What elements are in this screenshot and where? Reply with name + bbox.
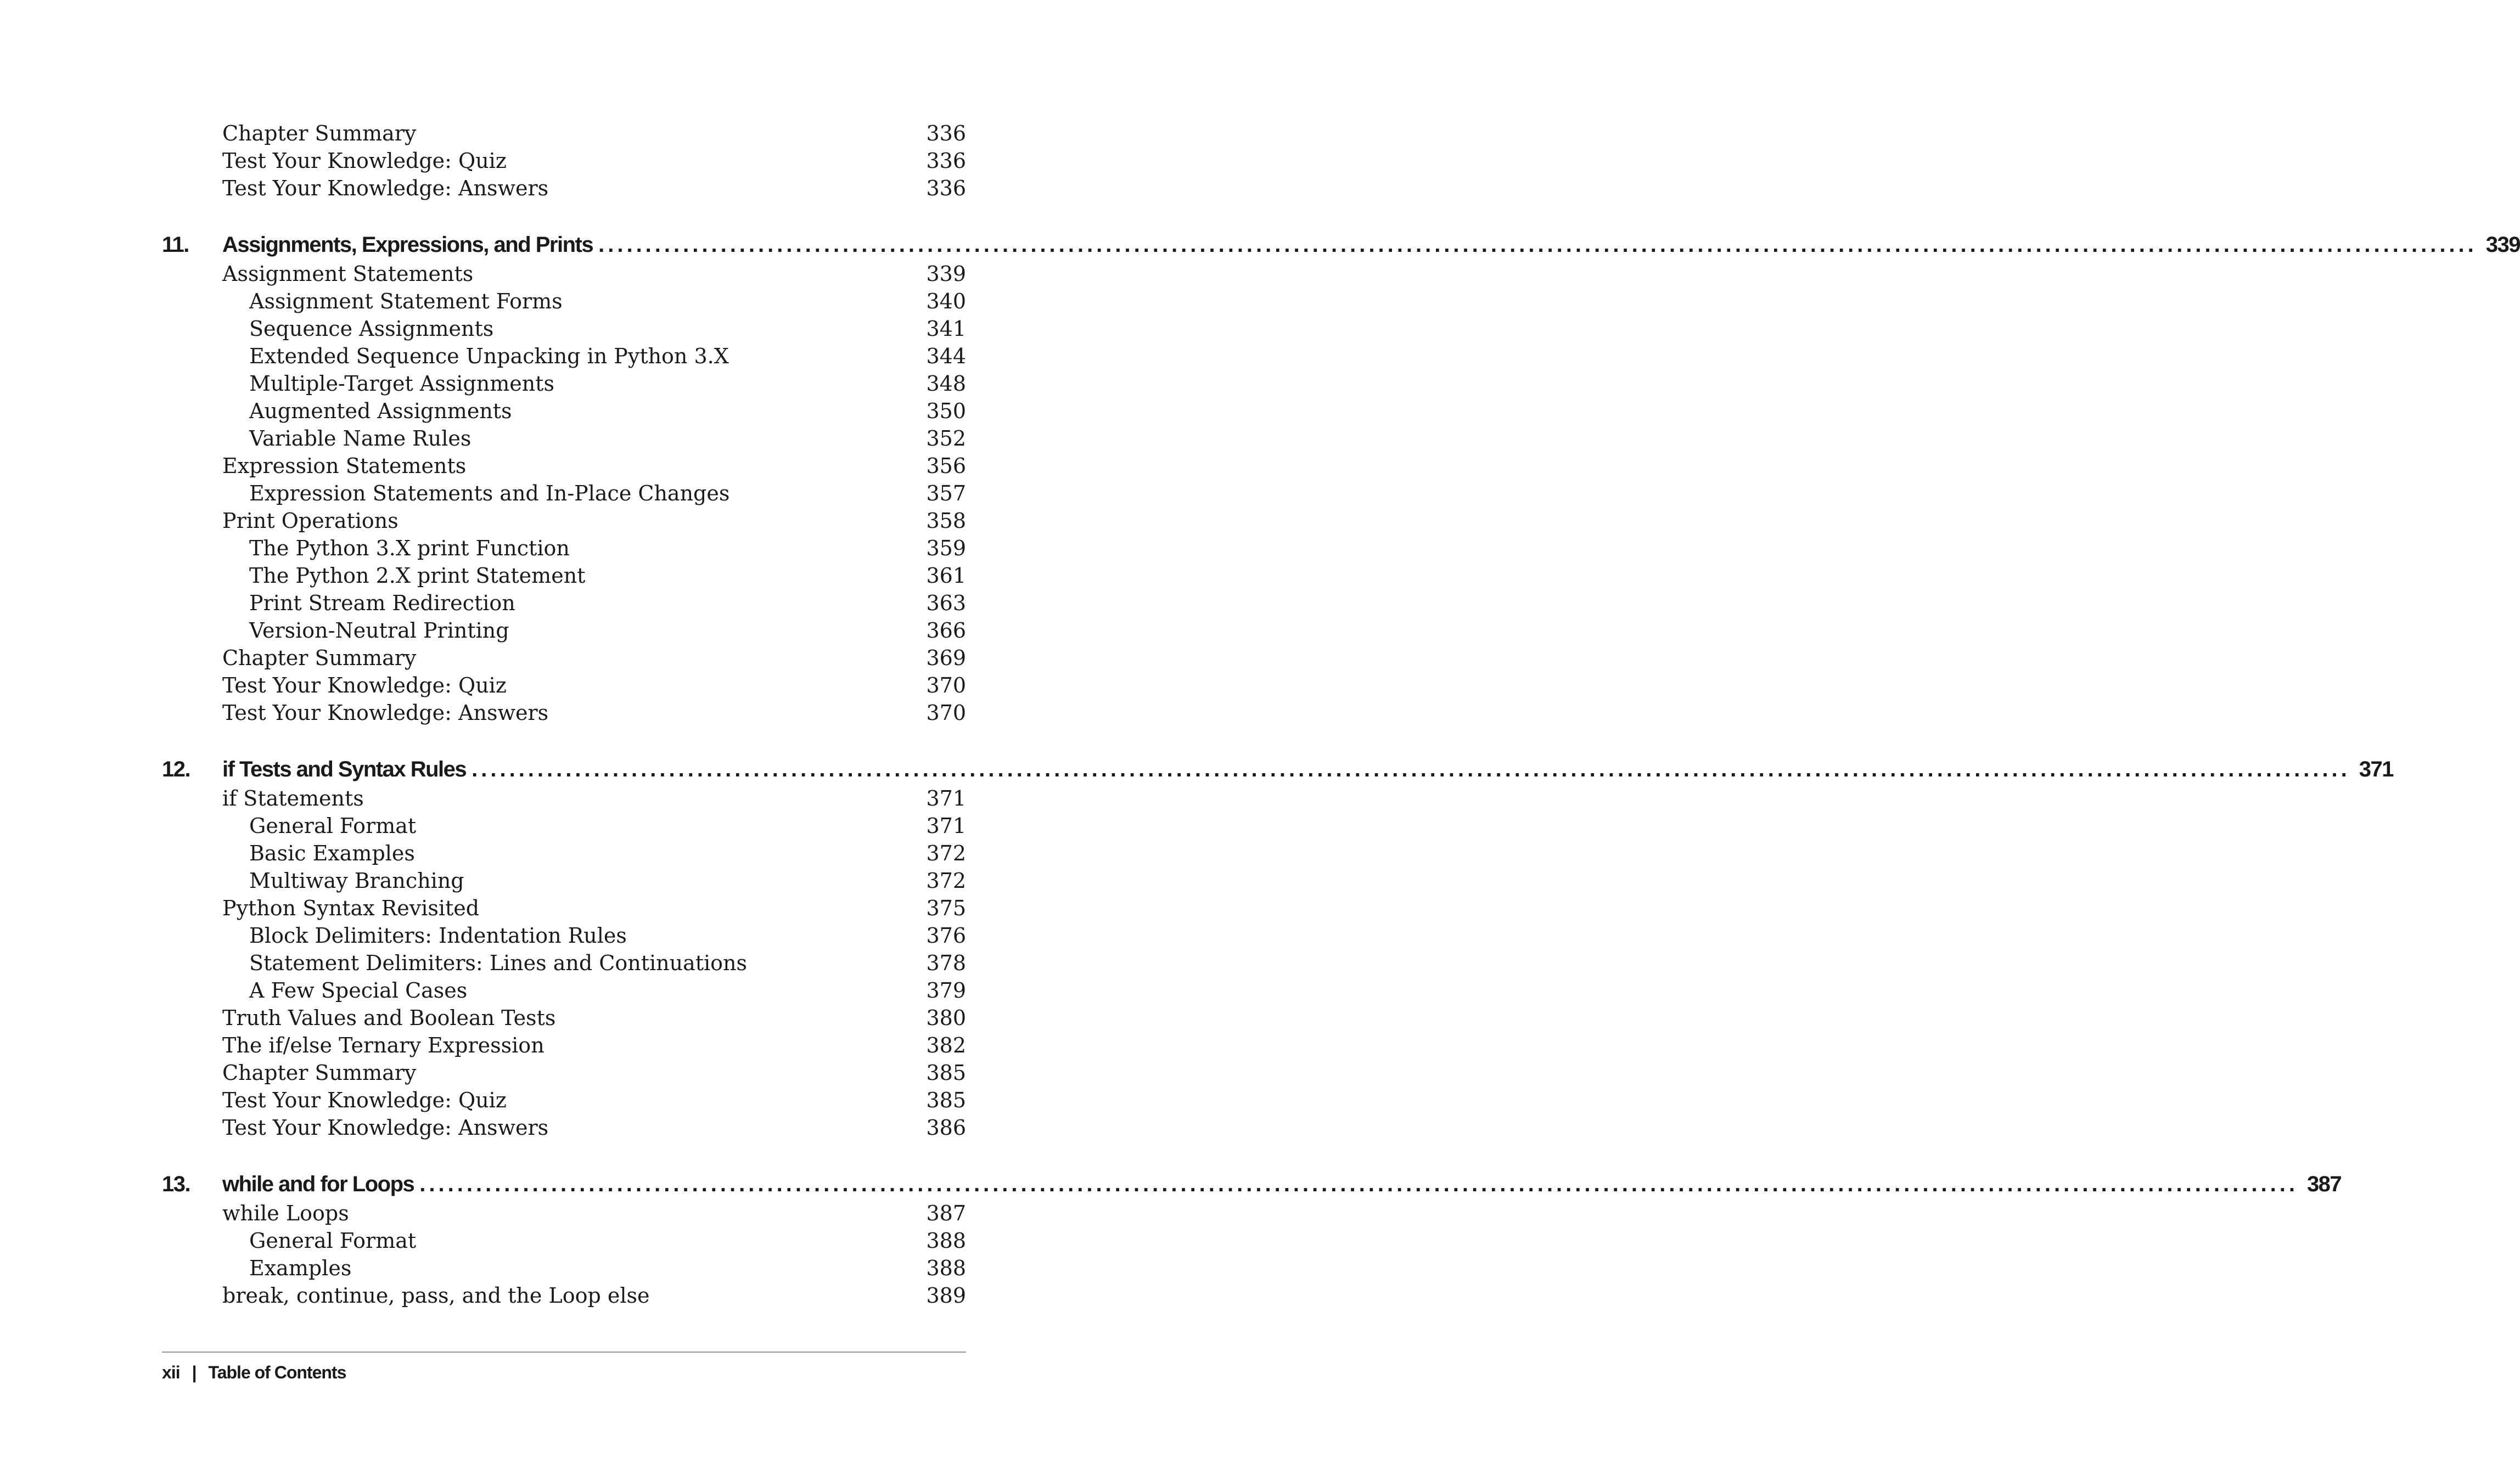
toc-entry-page: 376 — [926, 924, 966, 948]
chapter-heading-row — [222, 754, 2394, 785]
dot-leader: ........................................................................................................................................................................................................ — [598, 233, 2477, 257]
toc-entry-page: 336 — [926, 149, 966, 173]
toc-entry[interactable] — [162, 260, 966, 288]
toc-entry-title: General Format — [249, 1229, 417, 1253]
toc-entry-page: 363 — [926, 591, 966, 615]
toc-entry-page: 389 — [926, 1283, 966, 1308]
toc-entry[interactable] — [162, 562, 966, 589]
toc-entry[interactable] — [162, 922, 966, 949]
toc-entry-page: 385 — [926, 1061, 966, 1085]
toc-entry-page: 387 — [926, 1201, 966, 1225]
toc-entry-page: 380 — [926, 1006, 966, 1030]
toc-entry[interactable] — [162, 342, 966, 370]
toc-entry[interactable] — [162, 534, 966, 562]
toc-entry-page: 350 — [926, 399, 966, 423]
toc-entry-title: Chapter Summary — [222, 121, 417, 145]
toc-entry[interactable] — [162, 1032, 966, 1059]
toc-entry-title: Test Your Knowledge: Quiz — [222, 673, 507, 697]
toc-entry-title: Test Your Knowledge: Quiz — [222, 1088, 507, 1112]
toc-entry-page: 359 — [926, 536, 966, 560]
toc-entry-title: Sequence Assignments — [249, 317, 494, 341]
toc-entry[interactable] — [162, 867, 966, 894]
toc-entry-page: 336 — [926, 176, 966, 200]
toc-entry-title: Test Your Knowledge: Answers — [222, 1116, 549, 1140]
toc-entry[interactable] — [162, 315, 966, 342]
toc-entry-title: Chapter Summary — [222, 1061, 417, 1085]
chapter-title: while and for Loops — [222, 1172, 414, 1196]
toc-entry-title: Augmented Assignments — [249, 399, 512, 423]
toc-entry[interactable] — [162, 1114, 966, 1141]
chapter-number: 12. — [162, 757, 190, 781]
toc-entry-page: 388 — [926, 1229, 966, 1253]
toc-entry[interactable] — [162, 1227, 966, 1254]
toc-entry-page: 371 — [926, 814, 966, 838]
table-of-contents — [162, 120, 2520, 1309]
toc-entry-page: 372 — [926, 869, 966, 893]
toc-entry[interactable] — [162, 1086, 966, 1114]
chapter-number: 11. — [162, 233, 189, 257]
toc-entry[interactable] — [162, 644, 966, 672]
toc-entry-title: while Loops — [222, 1201, 349, 1225]
footer-section-title: Table of Contents — [208, 1363, 346, 1382]
toc-entry[interactable] — [162, 174, 966, 202]
chapter-page: 387 — [2306, 1172, 2342, 1196]
toc-entry-page: 336 — [926, 121, 966, 145]
toc-entry-title: Test Your Knowledge: Answers — [222, 176, 549, 200]
chapter-heading-row — [222, 1169, 2342, 1200]
toc-entry-title: Assignment Statement Forms — [249, 289, 563, 313]
toc-entry[interactable] — [162, 1004, 966, 1032]
toc-entry-page: 344 — [926, 344, 966, 368]
toc-entry-page: 372 — [926, 841, 966, 865]
toc-entry[interactable] — [162, 949, 966, 977]
toc-entry-page: 371 — [926, 786, 966, 810]
toc-entry-page: 340 — [926, 289, 966, 313]
toc-entry[interactable] — [162, 812, 966, 840]
toc-entry[interactable] — [162, 288, 966, 315]
prelude-entries — [162, 120, 966, 202]
toc-entry-page: 356 — [926, 454, 966, 478]
toc-entry-page: 382 — [926, 1033, 966, 1057]
toc-entry[interactable] — [162, 1059, 966, 1086]
toc-entry[interactable] — [162, 617, 966, 644]
toc-entry[interactable] — [162, 507, 966, 534]
toc-entry[interactable] — [162, 977, 966, 1004]
toc-entry-page: 366 — [926, 618, 966, 643]
toc-entry-title: The if/else Ternary Expression — [222, 1033, 545, 1057]
dot-leader: ........................................................................................................................................................................................................ — [419, 1172, 2298, 1196]
chapter-heading-row — [222, 229, 2520, 260]
toc-entry[interactable] — [162, 370, 966, 397]
chapter-heading[interactable] — [162, 1169, 2342, 1200]
toc-entry-page: 379 — [926, 978, 966, 1003]
toc-entry-page: 378 — [926, 951, 966, 975]
toc-entry-page: 370 — [926, 673, 966, 697]
chapter-page: 371 — [2359, 757, 2394, 781]
toc-entry-title: Multiple-Target Assignments — [249, 371, 554, 396]
toc-entry-title: General Format — [249, 814, 417, 838]
toc-entry-page: 358 — [926, 509, 966, 533]
toc-entry-title: Truth Values and Boolean Tests — [222, 1006, 556, 1030]
toc-entry-page: 388 — [926, 1256, 966, 1280]
toc-entry-title: break, continue, pass, and the Loop else — [222, 1283, 650, 1308]
toc-entry-page: 375 — [926, 896, 966, 920]
toc-entry-page: 339 — [926, 262, 966, 286]
footer-rule — [162, 1352, 966, 1353]
toc-entry[interactable] — [162, 699, 966, 727]
chapter-section — [162, 754, 2394, 1141]
toc-entry[interactable] — [162, 589, 966, 617]
toc-entry-title: A Few Special Cases — [249, 978, 468, 1003]
toc-entry[interactable] — [162, 840, 966, 867]
toc-entry-page: 386 — [926, 1116, 966, 1140]
chapter-page: 339 — [2485, 233, 2520, 257]
toc-entry-page: 370 — [926, 701, 966, 725]
toc-entry-page: 352 — [926, 426, 966, 451]
toc-entry[interactable] — [162, 452, 966, 480]
chapter-list — [162, 229, 2520, 1309]
toc-entry[interactable] — [162, 1200, 966, 1227]
toc-entry-title: Multiway Branching — [249, 869, 464, 893]
toc-entry-title: Chapter Summary — [222, 646, 417, 670]
toc-entry[interactable] — [162, 480, 966, 507]
toc-entry[interactable] — [162, 1254, 966, 1282]
toc-entry-title: Expression Statements — [222, 454, 467, 478]
chapter-section — [162, 229, 2520, 727]
toc-entry[interactable] — [162, 397, 966, 425]
toc-entry-page: 341 — [926, 317, 966, 341]
toc-entry[interactable] — [162, 785, 966, 812]
toc-entry-title: Python Syntax Revisited — [222, 896, 480, 920]
chapter-section — [162, 1169, 2342, 1309]
toc-entry-title: Expression Statements and In-Place Changes — [249, 481, 730, 505]
toc-entry-title: Statement Delimiters: Lines and Continuations — [249, 951, 748, 975]
toc-entry-title: Print Stream Redirection — [249, 591, 515, 615]
toc-entry-title: The Python 3.X print Function — [249, 536, 570, 560]
chapter-title: Assignments, Expressions, and Prints — [222, 233, 593, 257]
footer-page-number: xii — [162, 1363, 180, 1382]
toc-entry-page: 361 — [926, 564, 966, 588]
toc-entry-title: Version-Neutral Printing — [249, 618, 509, 643]
toc-entry[interactable] — [162, 1282, 966, 1309]
toc-entry-page: 348 — [926, 371, 966, 396]
toc-entry-page: 357 — [926, 481, 966, 505]
toc-entry-title: The Python 2.X print Statement — [249, 564, 586, 588]
toc-entry-title: Examples — [249, 1256, 352, 1280]
toc-entry[interactable] — [162, 120, 966, 147]
toc-entry-title: Print Operations — [222, 509, 399, 533]
toc-entry-page: 369 — [926, 646, 966, 670]
toc-entry-title: Assignment Statements — [222, 262, 474, 286]
page-footer — [162, 1360, 346, 1385]
toc-entry[interactable] — [162, 147, 966, 174]
toc-entry[interactable] — [162, 894, 966, 922]
toc-entry-title: Block Delimiters: Indentation Rules — [249, 924, 627, 948]
toc-entry-title: if Statements — [222, 786, 364, 810]
toc-entry[interactable] — [162, 672, 966, 699]
chapter-title: if Tests and Syntax Rules — [222, 757, 467, 781]
toc-entry-title: Extended Sequence Unpacking in Python 3.X — [249, 344, 729, 368]
chapter-heading[interactable] — [162, 229, 2520, 260]
footer-separator: | — [192, 1363, 197, 1382]
dot-leader: ........................................................................................................................................................................................................ — [472, 757, 2350, 781]
toc-entry-title: Test Your Knowledge: Answers — [222, 701, 549, 725]
toc-entry-page: 385 — [926, 1088, 966, 1112]
toc-entry-title: Test Your Knowledge: Quiz — [222, 149, 507, 173]
chapter-heading[interactable] — [162, 754, 2394, 785]
toc-entry[interactable] — [162, 425, 966, 452]
chapter-number: 13. — [162, 1172, 190, 1196]
toc-entry-title: Variable Name Rules — [249, 426, 472, 451]
toc-entry-title: Basic Examples — [249, 841, 415, 865]
